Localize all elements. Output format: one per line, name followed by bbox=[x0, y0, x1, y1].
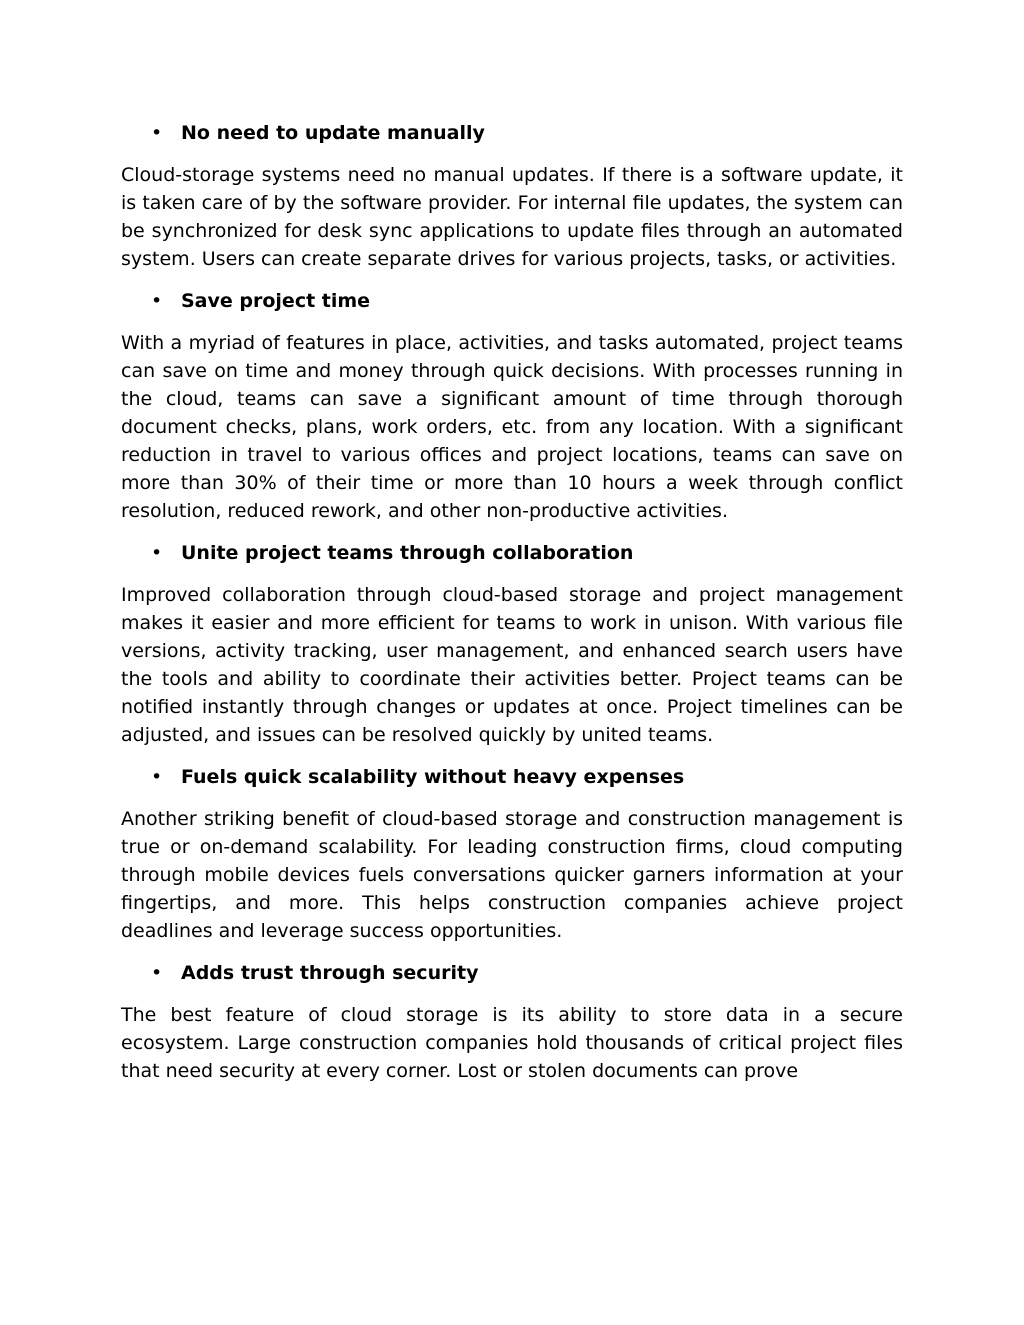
heading-text: Fuels quick scalability without heavy expenses bbox=[181, 766, 685, 788]
section-heading bbox=[121, 119, 903, 147]
bullet-icon: • bbox=[151, 542, 163, 564]
bullet-icon: • bbox=[151, 122, 163, 144]
document-page bbox=[121, 119, 903, 1099]
section-scalability bbox=[121, 763, 903, 945]
section-paragraph: With a myriad of features in place, activities, and tasks automated, project teams can save on time and money through quick decisions. With processes running in the cloud, teams can save a significant amount of time through thorough document checks, plans, work orders, etc. from any location. With a significant reduction in travel to various offices and project locations, teams can save on more than 30% of their time or more than 10 hours a week through conflict resolution, reduced rework, and other non-productive activities. bbox=[121, 332, 903, 522]
bullet-icon: • bbox=[151, 766, 163, 788]
heading-text: Save project time bbox=[181, 290, 371, 312]
section-heading bbox=[121, 959, 903, 987]
section-heading bbox=[121, 763, 903, 791]
section-unite-teams bbox=[121, 539, 903, 749]
section-save-project-time bbox=[121, 287, 903, 525]
section-security bbox=[121, 959, 903, 1085]
heading-text: No need to update manually bbox=[181, 122, 485, 144]
section-paragraph: Cloud-storage systems need no manual updates. If there is a software update, it is taken care of by the software provider. For internal file updates, the system can be synchronized for desk sync applications to update files through an automated system. Users can create separate drives for various projects, tasks, or activities. bbox=[121, 164, 903, 270]
section-no-manual-update bbox=[121, 119, 903, 273]
bullet-icon: • bbox=[151, 962, 163, 984]
heading-text: Adds trust through security bbox=[181, 962, 479, 984]
section-heading bbox=[121, 287, 903, 315]
bullet-icon: • bbox=[151, 290, 163, 312]
section-heading bbox=[121, 539, 903, 567]
section-paragraph: Another striking benefit of cloud-based storage and construction management is true or on-demand scalability. For leading construction firms, cloud computing through mobile devices fuels conversations quicker garners information at your fingertips, and more. This helps construction companies achieve project deadlines and leverage success opportunities. bbox=[121, 808, 903, 942]
section-paragraph: Improved collaboration through cloud-based storage and project management makes it easier and more efficient for teams to work in unison. With various file versions, activity tracking, user management, and enhanced search users have the tools and ability to coordinate their activities better. Project teams can be notified instantly through changes or updates at once. Project timelines can be adjusted, and issues can be resolved quickly by united teams. bbox=[121, 584, 903, 746]
section-paragraph: The best feature of cloud storage is its ability to store data in a secure ecosystem. Large construction companies hold thousands of critical project files that need security at every corner. Lost or stolen documents can prove bbox=[121, 1004, 903, 1082]
heading-text: Unite project teams through collaboration bbox=[181, 542, 634, 564]
